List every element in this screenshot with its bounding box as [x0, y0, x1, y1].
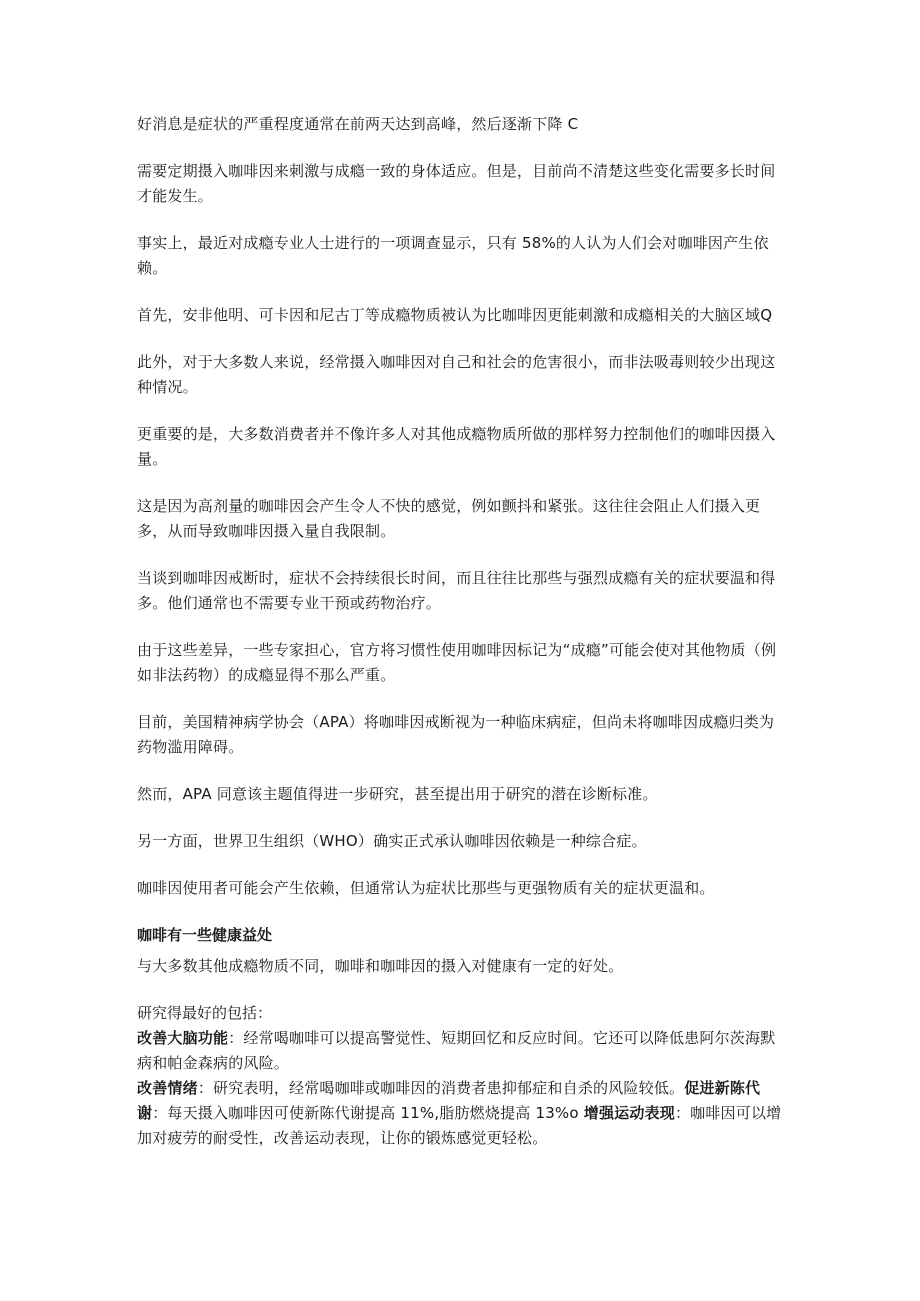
benefit-label: 改善大脑功能: [137, 1029, 229, 1047]
benefit-text: ：咖啡因可以增加对疲劳的耐受性，改善运动表现，让你的锻炼感觉更轻松。: [137, 1104, 782, 1147]
benefit-item-brain: [137, 1026, 783, 1076]
paragraph: 然而，APA 同意该主题值得进一步研究，甚至提出用于研究的潜在诊断标准。: [137, 785, 658, 803]
paragraph: 好消息是症状的严重程度通常在前两天达到高峰，然后逐渐下降 C: [137, 115, 579, 133]
benefit-text: ：经常喝咖啡可以提高警觉性、短期回忆和反应时间。它还可以降低患阿尔茨海默病和帕金森病的风险。: [137, 1029, 776, 1072]
paragraph: 事实上，最近对成瘾专业人士进行的一项调查显示，只有 58%的人认为人们会对咖啡因产生依赖。: [137, 234, 769, 277]
paragraph: 另一方面，世界卫生组织（WHO）确实正式承认咖啡因依赖是一种综合症。: [137, 832, 647, 850]
paragraph: 咖啡因使用者可能会产生依赖，但通常认为症状比那些与更强物质有关的症状更温和。: [137, 879, 715, 897]
paragraph: 这是因为高剂量的咖啡因会产生令人不快的感觉，例如颤抖和紧张。这往往会阻止人们摄入更多，从而导致咖啡因摄入量自我限制。: [137, 497, 761, 540]
paragraph: 更重要的是，大多数消费者并不像许多人对其他成瘾物质所做的那样努力控制他们的咖啡因摄入量。: [137, 425, 776, 468]
list-intro: 研究得最好的包括：: [137, 1004, 273, 1022]
section-heading: 咖啡有一些健康益处: [137, 926, 273, 944]
paragraph: 需要定期摄入咖啡因来刺激与成瘾一致的身体适应。但是，目前尚不清楚这些变化需要多长时间才能发生。: [137, 162, 776, 205]
section-intro: 与大多数其他成瘾物质不同，咖啡和咖啡因的摄入对健康有一定的好处。: [137, 957, 624, 975]
benefits-block: [137, 1076, 783, 1151]
benefit-label: 改善情绪: [137, 1079, 198, 1097]
benefit-label: 增强运动表现: [583, 1104, 675, 1122]
benefit-text: ：每天摄入咖啡因可使新陈代谢提高 11%,脂肪燃烧提高 13%o: [152, 1104, 584, 1122]
paragraph: 此外，对于大多数人来说，经常摄入咖啡因对自己和社会的危害很小，而非法吸毒则较少出现这种情况。: [137, 353, 776, 396]
paragraph: 目前，美国精神病学协会（APA）将咖啡因戒断视为一种临床病症，但尚未将咖啡因成瘾归类为药物滥用障碍。: [137, 713, 775, 756]
benefit-label: 促进新陈代谢: [137, 1079, 761, 1122]
paragraph: 首先，安非他明、可卡因和尼古丁等成瘾物质被认为比咖啡因更能刺激和成瘾相关的大脑区域Q: [137, 306, 773, 324]
document-body: [137, 112, 783, 1151]
paragraph: 当谈到咖啡因戒断时，症状不会持续很长时间，而且往往比那些与强烈成瘾有关的症状要温和得多。他们通常也不需要专业干预或药物治疗。: [137, 569, 776, 612]
paragraph: 由于这些差异，一些专家担心，官方将习惯性使用咖啡因标记为“成瘾”可能会使对其他物质（例如非法药物）的成瘾显得不那么严重。: [137, 641, 777, 684]
benefit-text: ：研究表明，经常喝咖啡或咖啡因的消费者患抑郁症和自杀的风险较低。: [197, 1079, 685, 1097]
